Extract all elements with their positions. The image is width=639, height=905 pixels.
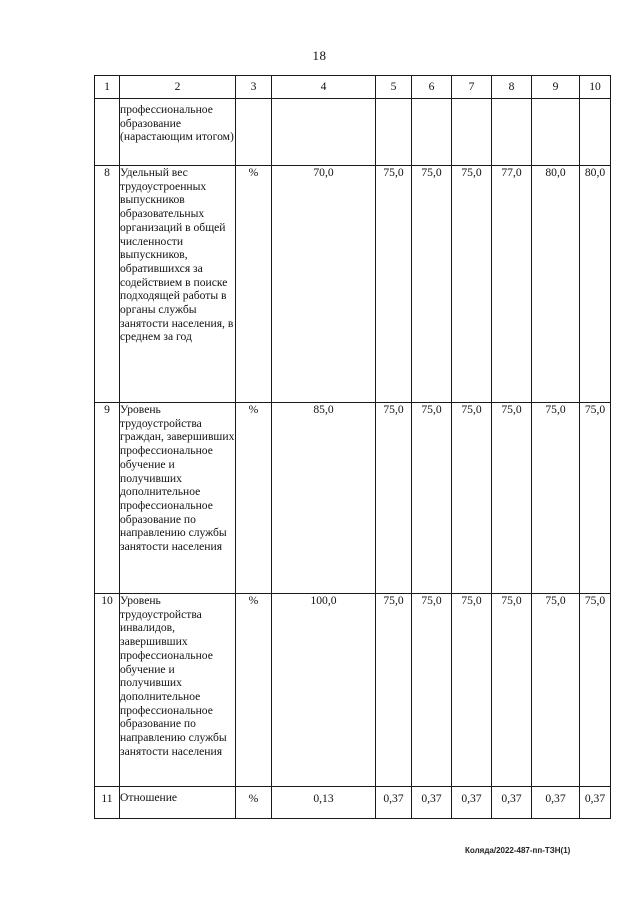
column-header: 7 [452, 76, 492, 99]
value-cell: 75,0 [492, 403, 532, 594]
value-cell: 0,37 [532, 787, 580, 819]
value-cell: 75,0 [412, 594, 452, 787]
value-cell: 75,0 [452, 403, 492, 594]
row-number: 10 [95, 594, 120, 787]
value-cell: 0,37 [376, 787, 412, 819]
page-number: 18 [312, 48, 327, 63]
column-header: 3 [236, 76, 272, 99]
row-number [95, 99, 120, 166]
indicator-name: профессиональное образование (нарастающим итогом) [120, 99, 236, 166]
column-header: 1 [95, 76, 120, 99]
value-cell: 100,0 [272, 594, 376, 787]
value-cell: 75,0 [412, 403, 452, 594]
value-cell [580, 99, 611, 166]
table-row [95, 166, 611, 403]
unit-cell: % [236, 594, 272, 787]
value-cell: 77,0 [492, 166, 532, 403]
value-cell: 75,0 [580, 594, 611, 787]
value-cell [412, 99, 452, 166]
value-cell: 85,0 [272, 403, 376, 594]
column-header: 6 [412, 76, 452, 99]
row-number: 11 [95, 787, 120, 819]
value-cell: 0,37 [492, 787, 532, 819]
value-cell: 0,37 [452, 787, 492, 819]
value-cell [492, 99, 532, 166]
document-code: Коляда/2022-487-пп-ТЗН(1) [465, 846, 571, 855]
row-number: 9 [95, 403, 120, 594]
value-cell: 75,0 [376, 594, 412, 787]
value-cell: 75,0 [452, 166, 492, 403]
value-cell: 75,0 [376, 166, 412, 403]
value-cell [272, 99, 376, 166]
value-cell: 75,0 [452, 594, 492, 787]
table-row [95, 403, 611, 594]
value-cell: 0,37 [412, 787, 452, 819]
indicators-table [94, 75, 611, 819]
unit-cell: % [236, 166, 272, 403]
table-row [95, 594, 611, 787]
value-cell: 0,37 [580, 787, 611, 819]
value-cell [532, 99, 580, 166]
table-header-row [95, 76, 611, 99]
indicator-name: Удельный вес трудоустроенных выпускников образовательных организаций в общей численности выпускников, обратившихся за содействием в поиске подходящей работы в органы службы занятости населения, в среднем за год [120, 166, 236, 403]
table-row [95, 787, 611, 819]
value-cell: 0,13 [272, 787, 376, 819]
indicator-name: Уровень трудоустройства инвалидов, завершивших профессиональное обучение и получивших дополнительное профессиональное образование по направлению службы занятости населения [120, 594, 236, 787]
unit-cell: % [236, 403, 272, 594]
indicator-name: Уровень трудоустройства граждан, завершивших профессиональное обучение и получивших дополнительное профессиональное образование по направлению службы занятости населения [120, 403, 236, 594]
column-header: 5 [376, 76, 412, 99]
column-header: 9 [532, 76, 580, 99]
unit-cell [236, 99, 272, 166]
value-cell: 75,0 [532, 594, 580, 787]
row-number: 8 [95, 166, 120, 403]
value-cell: 75,0 [532, 403, 580, 594]
column-header: 10 [580, 76, 611, 99]
value-cell: 75,0 [376, 403, 412, 594]
table-row [95, 99, 611, 166]
unit-cell: % [236, 787, 272, 819]
indicator-name: Отношение [120, 787, 236, 819]
value-cell: 75,0 [492, 594, 532, 787]
column-header: 2 [120, 76, 236, 99]
value-cell: 80,0 [580, 166, 611, 403]
value-cell: 80,0 [532, 166, 580, 403]
column-header: 4 [272, 76, 376, 99]
column-header: 8 [492, 76, 532, 99]
value-cell: 75,0 [412, 166, 452, 403]
value-cell: 75,0 [580, 403, 611, 594]
value-cell: 70,0 [272, 166, 376, 403]
value-cell [376, 99, 412, 166]
value-cell [452, 99, 492, 166]
